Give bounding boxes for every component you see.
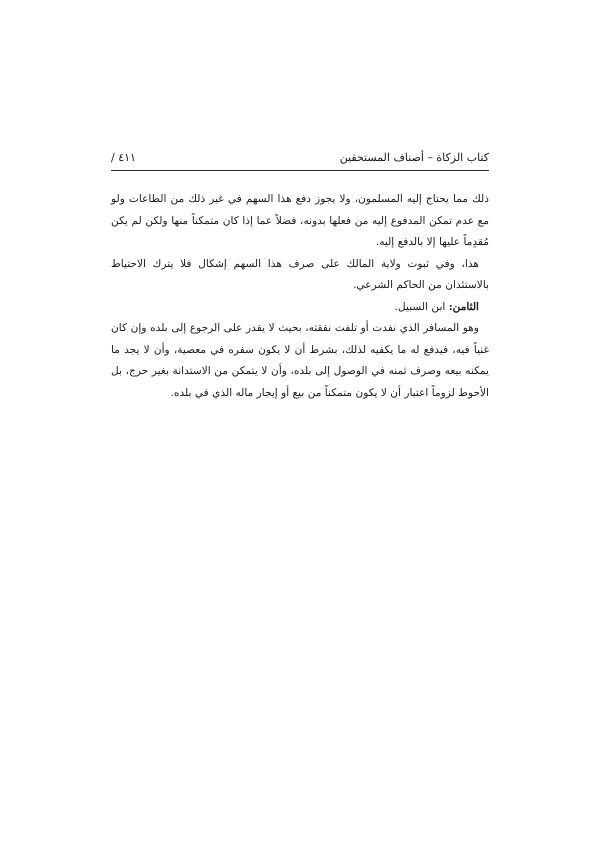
section-heading xyxy=(111,297,489,319)
paragraph-2: هذا، وفي ثبوت ولاية المالك على صرف هذا السهم إشكال فلا يترك الاحتياط بالاستئذان من الحاكم الشرعي. xyxy=(111,257,489,291)
page-number: ٤١١ / xyxy=(111,151,136,164)
section-heading-text: ابن السبيل. xyxy=(394,300,449,313)
paragraph-3: وهو المسافر الذي نفدت أو تلفت نفقته، بحيث لا يقدر على الرجوع إلى بلده وإن كان غنياً فيه، فيدفع له ما يكفيه لذلك، بشرط أن لا يكون سفره في معصية، وأن لا يجد ما يمكنه بيعه وصرف ثمنه في الوصول إلى بلده، وأن لا يتمكن من الاستدانة بغير حرج، بل الأحوط لزوماً اعتبار أن لا يكون متمكناً من بيع أو إيجار ماله الذي في بلده. xyxy=(111,322,489,399)
book-page xyxy=(111,150,489,404)
running-header xyxy=(111,150,489,171)
paragraph-1: ذلك مما يحتاج إليه المسلمون، ولا يجوز دفع هذا السهم في غير ذلك من الطاعات ولو مع عدم تمكن المدفوع إليه من فعلها بدونه، فضلاً عما إذا كان متمكناً منها ولكن لم يكن مُقدِماً عليها إلا بالدفع إليه. xyxy=(111,193,489,248)
section-heading-title: الثامن: xyxy=(448,300,479,313)
running-header-title: كتاب الزكاة – أصناف المستحقين xyxy=(339,151,489,164)
page-body xyxy=(111,189,489,404)
